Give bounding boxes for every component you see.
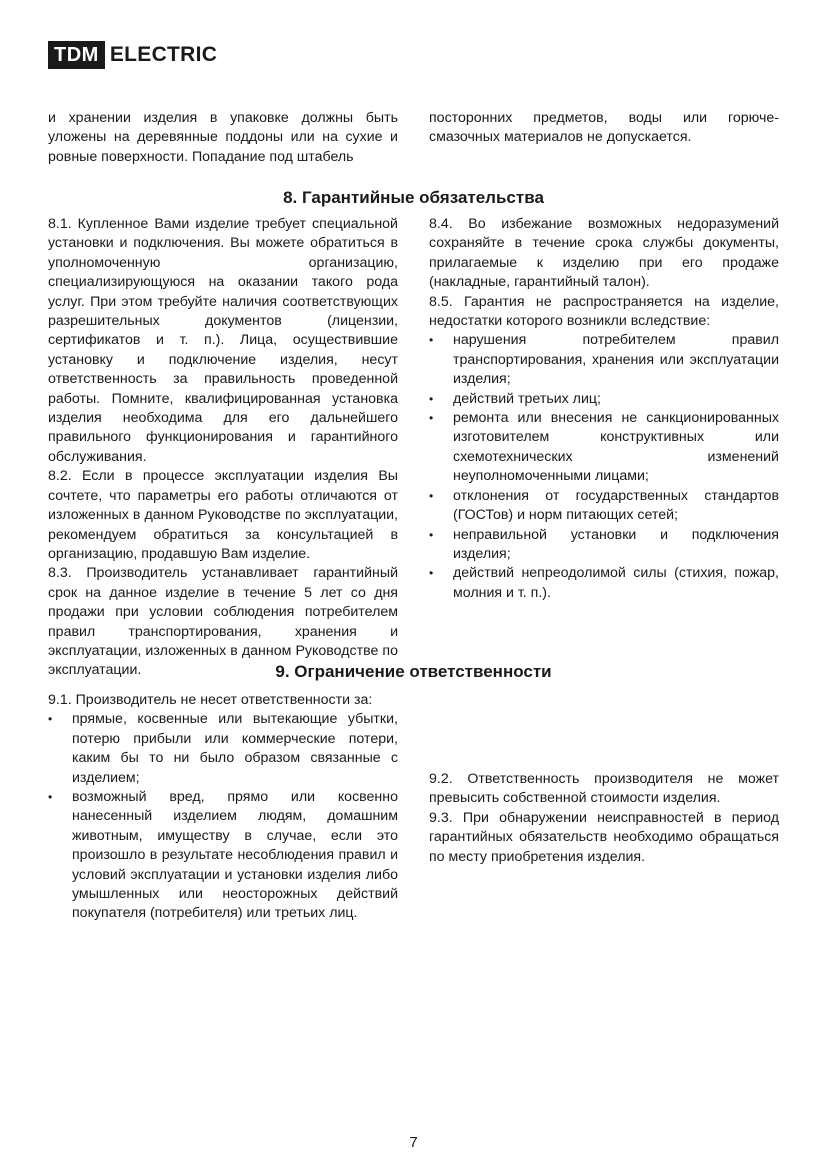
paragraph-9-2: 9.2. Ответственность производителя не может превысить собственной стоимости изделия. [429,771,779,807]
logo-text: ELECTRIC [109,43,218,66]
logo-box: TDM [48,41,105,69]
list-item: • действий непреодолимой силы (стихия, пожар, молния и т. п.). [429,564,779,603]
list-item: • действий третьих лиц; [429,390,779,409]
paragraph-8-2: 8.2. Если в процессе эксплуатации изделия Вы сочтете, что параметры его работы отличаются от изложенных в данном Руководстве по эксплуатации, рекомендуем обратиться за консультацией в организацию, продавшую Вам изделие. [48,468,398,562]
list-item: • неправильной установки и подключения изделия; [429,526,779,565]
liability-exclusions-list [48,710,398,923]
paragraph-8-5: 8.5. Гарантия не распространяется на изделие, недостатки которого возникли вследствие: [429,293,779,330]
paragraph-9-1: 9.1. Производитель не несет ответственности за: [48,692,373,708]
page-number: 7 [409,1134,418,1151]
warranty-exclusions-list [429,331,779,603]
section-8-right-column [429,215,779,603]
paragraph-8-4: 8.4. Во избежание возможных недоразумений сохраняйте в течение срока службы документы, прилагаемые к изделию при его продаже (накладные, гарантийный талон). [429,216,779,291]
list-item: • отклонения от государственных стандартов (ГОСТов) и норм питающих сетей; [429,487,779,526]
list-item: • ремонта или внесения не санкционированных изготовителем конструктивных или схемотехнических изменений неуполномоченными лицами; [429,409,779,487]
list-item: • прямые, косвенные или вытекающие убытки, потерю прибыли или коммерческие потери, каким бы то ни было образом связанные с изделием; [48,710,398,788]
paragraph-8-3: 8.3. Производитель устанавливает гарантийный срок на данное изделие в течение 5 лет со дня продажи при условии соблюдения потребителем правил транспортирования, хранения и эксплуатации, изложенных в данном Руководстве по эксплуатации. [48,565,398,679]
section-9-heading: 9. Ограничение ответственности [275,662,552,681]
intro-right-text: посторонних предметов, воды или горюче-смазочных материалов не допускается. [429,110,779,146]
brand-logo [48,40,217,70]
section-9-left-column [48,691,398,924]
section-8-heading: 8. Гарантийные обязательства [283,188,544,207]
intro-left-column [48,109,398,167]
intro-left-text: и хранении изделия в упаковке должны быть уложены на деревянные поддоны или на сухие и ровные поверхности. Попадание под штабель [48,110,398,165]
list-item: • возможный вред, прямо или косвенно нанесенный изделием людям, домашним животным, имуществу в случае, если это произошло в результате несоблюдения правил и условий эксплуатации и установки изделия либо умышленных или неосторожных действий покупателя (потребителя) или третьих лиц. [48,788,398,924]
paragraph-8-1: 8.1. Купленное Вами изделие требует специальной установки и подключения. Вы можете обратиться в уполномоченную организацию, специализирующуюся на оказании такого рода услуг. При этом требуйте наличия соответствующих разрешительных документов (лицензии, сертификатов и т. п.). Лица, осуществившие установку и подключение изделия, несут ответственность за правильность проведенной работы. Помните, квалифицированная установка изделия необходима для его дальнейшего правильного функционирования и гарантийного обслуживания. [48,216,398,465]
intro-right-column [429,109,779,148]
paragraph-9-3: 9.3. При обнаружении неисправностей в период гарантийных обязательств необходимо обращаться по месту приобретения изделия. [429,809,779,865]
section-9-right-column [429,770,779,867]
list-item: • нарушения потребителем правил транспортирования, хранения или эксплуатации изделия; [429,331,779,389]
section-8-left-column [48,215,398,681]
